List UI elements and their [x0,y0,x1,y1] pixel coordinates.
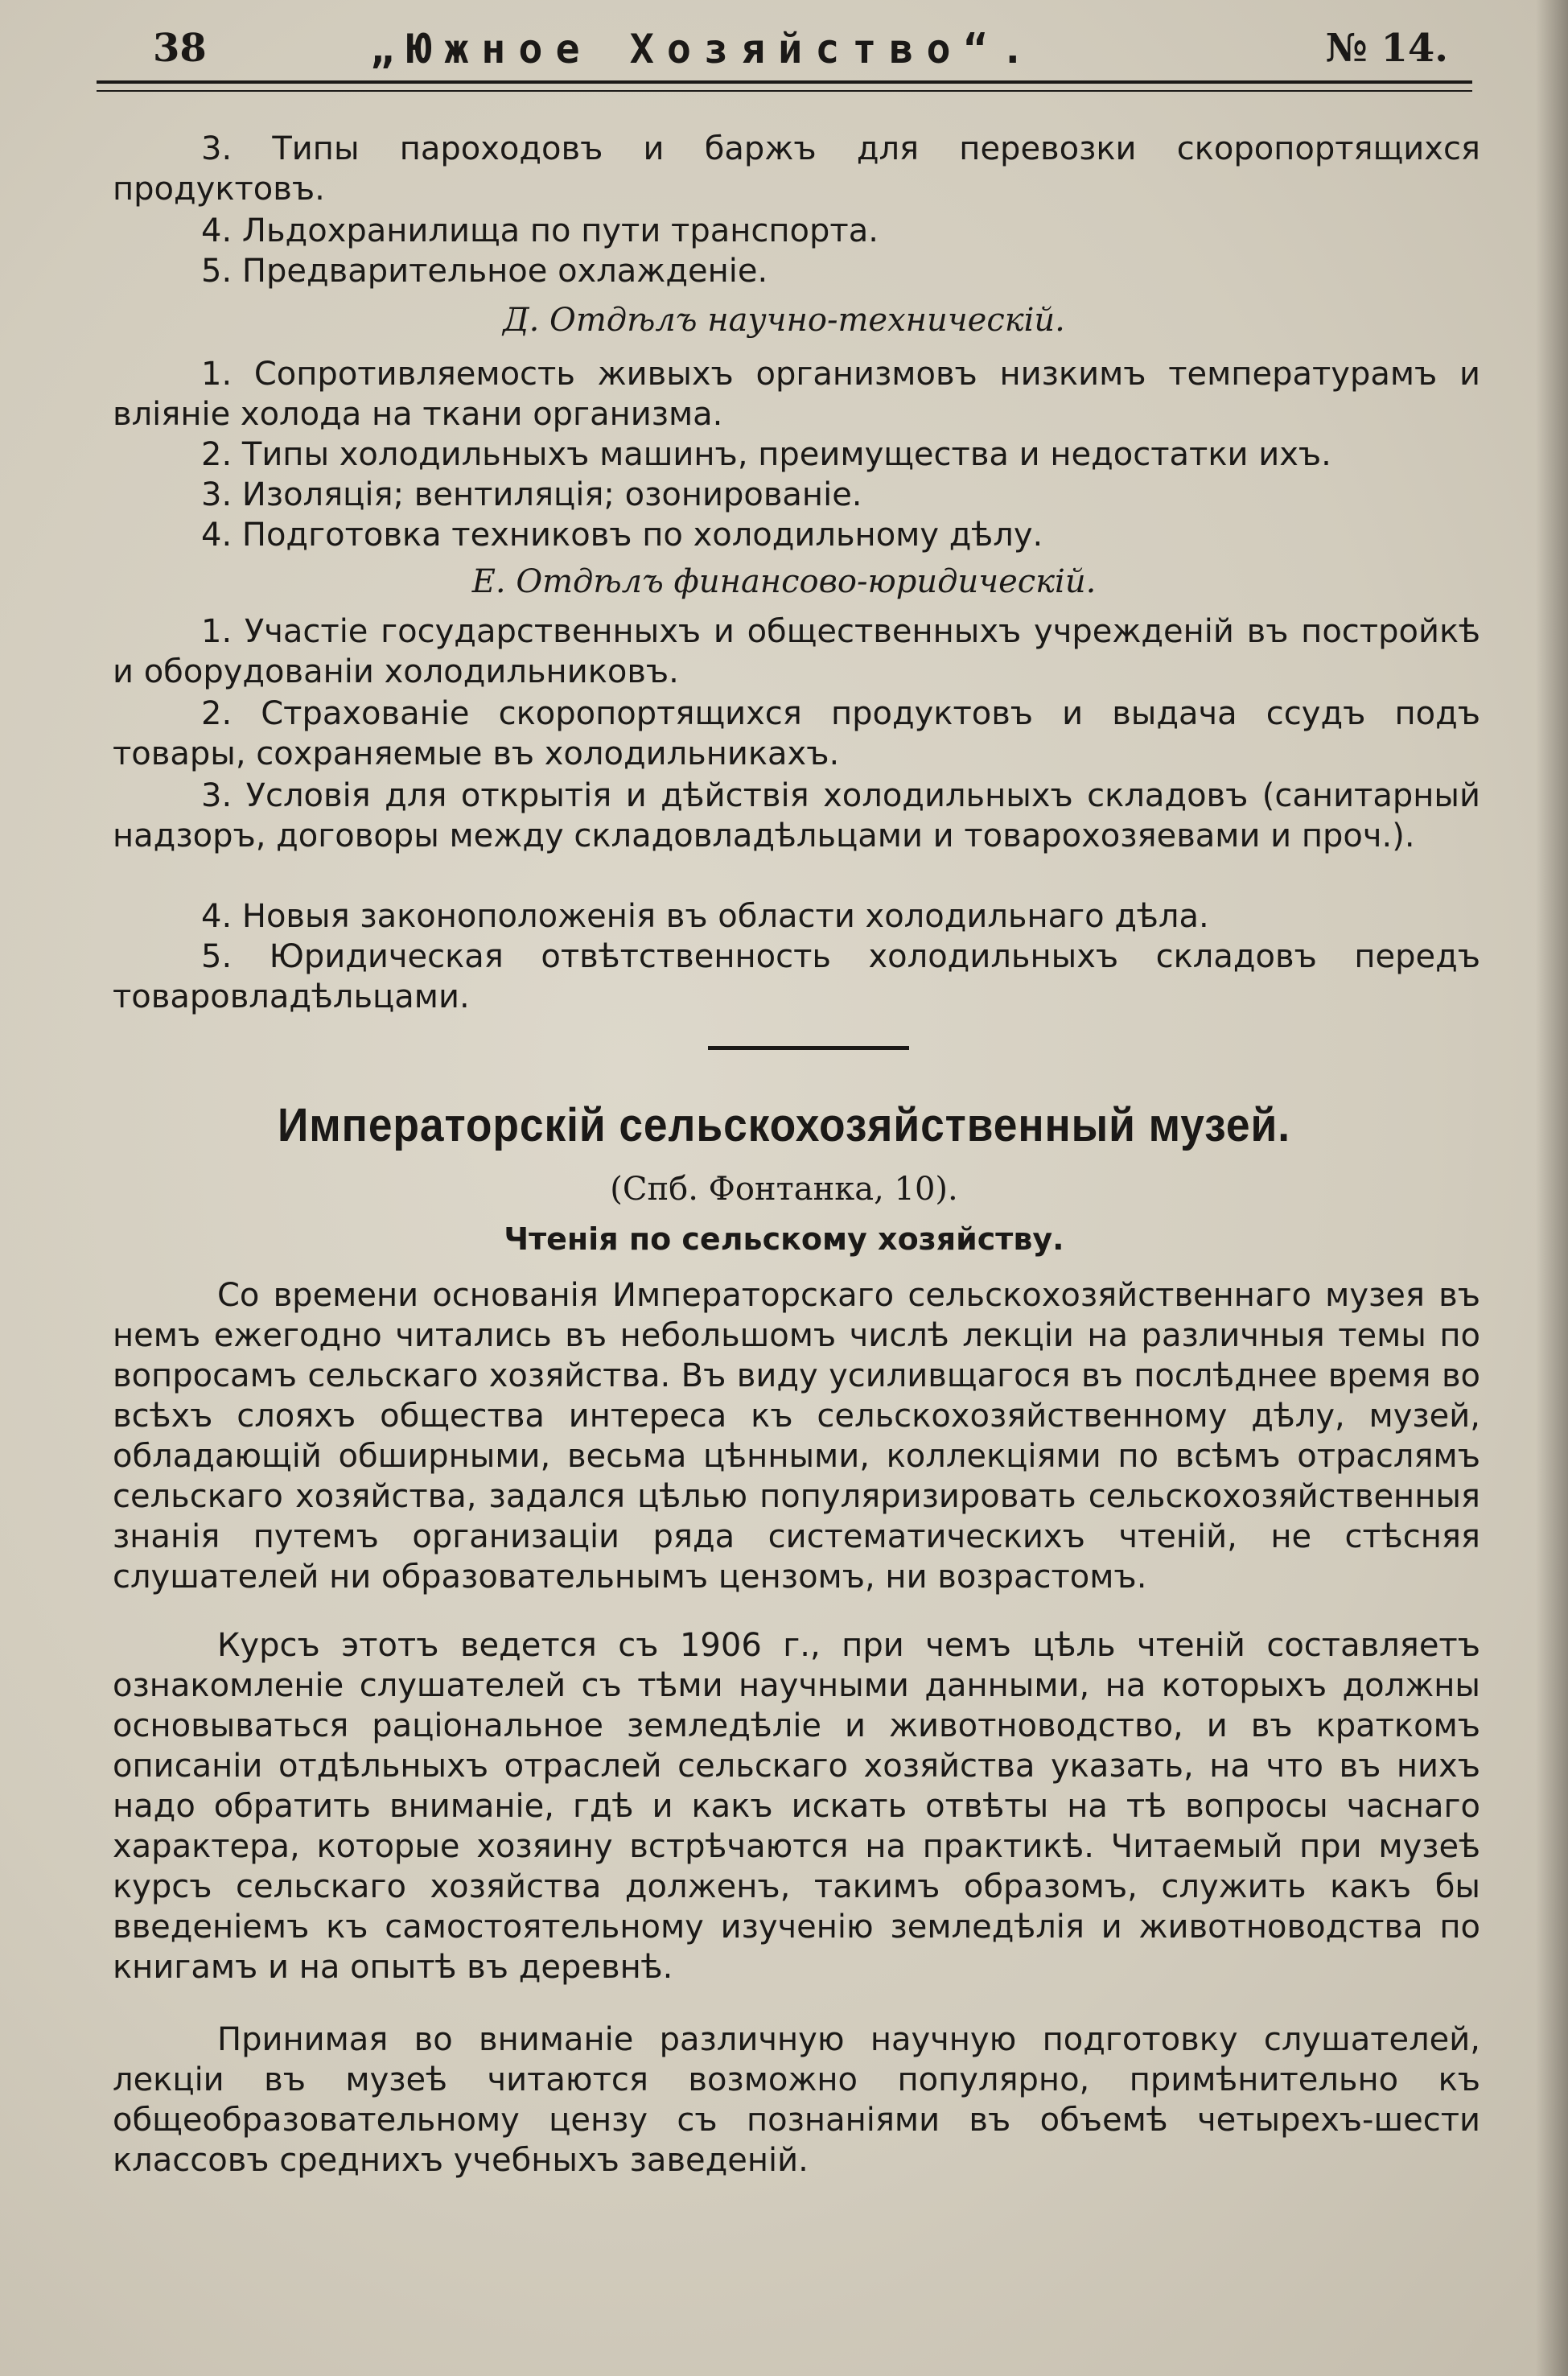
list-item: 2. Страхованіе скоропортящихся продуктовъ и выдача ссудъ подъ товары, сохраняемые въ холодильникахъ. [113,695,1480,772]
list-item: 3. Типы пароходовъ и баржъ для перевозки скоропортящихся продуктовъ. [113,130,1480,208]
list-item: 1. Участіе государственныхъ и общественныхъ учрежденій въ постройкѣ и оборудованіи холодильниковъ. [113,613,1480,690]
page-number: 38 [153,26,207,71]
list-item: 4. Льдохранилища по пути транспорта. [201,212,879,249]
section-divider [708,1046,909,1050]
list-item: 2. Типы холодильныхъ машинъ, преимущества и недостатки ихъ. [201,436,1331,473]
journal-title: „Южное Хозяйство“. [370,26,1038,72]
list-item: 4. Подготовка техниковъ по холодильному дѣлу. [201,517,1043,554]
page-edge-shadow [1536,0,1568,2376]
article-paragraph: Со времени основанія Императорскаго сельскохозяйственнаго музея въ немъ ежегодно читались въ небольшомъ числѣ лекціи на различныя темы по вопросамъ сельскаго хозяйства. Въ виду усиливщагося въ послѣднее время во всѣхъ слояхъ общества интереса къ сельскохозяйственному дѣлу, музей, обладающій обширными, весьма цѣнными, коллекціями по всѣмъ отраслямъ сельскаго хозяйства, задался цѣлью популяризировать сельскохозяйственныя знанія путемъ организаціи ряда систематическихъ чтеній, не стѣсняя слушателей ни образовательнымъ цензомъ, ни возрастомъ. [113,1277,1480,1596]
list-item: 5. Предварительное охлажденіе. [201,253,768,290]
list-item: 3. Изоляція; вентиляція; озонированіе. [201,476,862,513]
issue-number: № 14. [1325,26,1448,71]
section-heading-d: Д. Отдѣлъ научно-техническій. [503,302,1065,339]
list-item: 3. Условія для открытія и дѣйствія холодильныхъ складовъ (санитарный надзоръ, договоры между складовладѣльцами и товарохозяевами и проч.). [113,777,1480,854]
section-heading-e: Е. Отдѣлъ финансово-юридическій. [471,563,1097,600]
list-item: 5. Юридическая отвѣтственность холодильныхъ складовъ передъ товаровладѣльцами. [113,938,1480,1015]
article-paragraph: Курсъ этотъ ведется съ 1906 г., при чемъ цѣль чтеній составляетъ ознакомленіе слушателей съ тѣми научными данными, на которыхъ должны основываться раціональное земледѣліе и животноводство, и въ краткомъ описаніи отдѣльныхъ отраслей сельскаго хозяйства указать, на что въ нихъ надо обратить вниманіе, гдѣ и какъ искать отвѣты на тѣ вопросы часнаго характера, которые хозяину встрѣчаются на практикѣ. Читаемый при музеѣ курсъ сельскаго хозяйства долженъ, такимъ образомъ, служить какъ бы введеніемъ къ самостоятельному изученію земледѣлія и животноводства по книгамъ и на опытѣ въ деревнѣ. [113,1627,1480,1986]
article-paragraph: Принимая во вниманіе различную научную подготовку слушателей, лекціи въ музеѣ читаются возможно популярно, примѣнительно къ общеобразовательному цензу съ познаніями въ объемѣ четырехъ-шести классовъ среднихъ учебныхъ заведеній. [113,2021,1480,2179]
list-item: 4. Новыя законоположенія въ области холодильнаго дѣла. [201,898,1209,935]
page-header [97,18,1472,89]
article-title: Императорскій сельскохозяйственный музей. [278,1099,1290,1151]
article-section-title: Чтенія по сельскому хозяйству. [504,1221,1064,1257]
article-subtitle: (Спб. Фонтанка, 10). [610,1171,958,1208]
header-rule [97,80,1472,84]
header-rule-thin [97,90,1472,92]
list-item: 1. Сопротивляемость живыхъ организмовъ низкимъ температурамъ и вліяніе холода на ткани организма. [113,356,1480,433]
